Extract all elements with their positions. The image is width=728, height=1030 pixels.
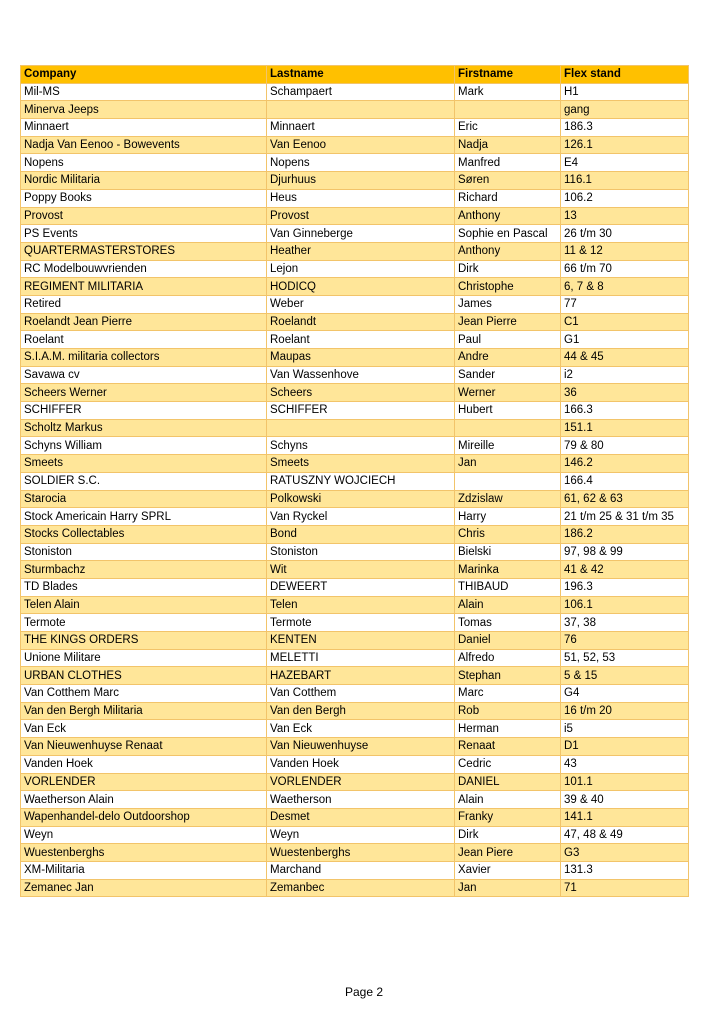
cell-firstname: Werner	[455, 384, 561, 402]
cell-company: SCHIFFER	[21, 402, 267, 420]
cell-company: REGIMENT MILITARIA	[21, 278, 267, 296]
cell-lastname: Lejon	[267, 260, 455, 278]
cell-flex-stand: 146.2	[561, 455, 689, 473]
table-row	[21, 791, 689, 809]
cell-firstname: Jean Piere	[455, 844, 561, 862]
table-row	[21, 295, 689, 313]
cell-lastname: Van Nieuwenhuyse	[267, 738, 455, 756]
table-row	[21, 437, 689, 455]
table-row	[21, 136, 689, 154]
cell-flex-stand: i5	[561, 720, 689, 738]
cell-company: QUARTERMASTERSTORES	[21, 242, 267, 260]
cell-flex-stand: 26 t/m 30	[561, 225, 689, 243]
cell-flex-stand: D1	[561, 738, 689, 756]
cell-company: RC Modelbouwvrienden	[21, 260, 267, 278]
cell-firstname: Daniel	[455, 632, 561, 650]
cell-firstname: Nadja	[455, 136, 561, 154]
cell-firstname: Bielski	[455, 543, 561, 561]
cell-company: SOLDIER S.C.	[21, 472, 267, 490]
cell-company: Stocks Collectables	[21, 525, 267, 543]
cell-company: S.I.A.M. militaria collectors	[21, 349, 267, 367]
cell-flex-stand: H1	[561, 83, 689, 101]
cell-lastname: HAZEBART	[267, 667, 455, 685]
cell-flex-stand: 101.1	[561, 773, 689, 791]
cell-flex-stand: 61, 62 & 63	[561, 490, 689, 508]
cell-company: Savawa cv	[21, 366, 267, 384]
cell-firstname: Dirk	[455, 260, 561, 278]
cell-flex-stand: 131.3	[561, 861, 689, 879]
cell-lastname	[267, 101, 455, 119]
table-row	[21, 384, 689, 402]
cell-firstname: Zdzislaw	[455, 490, 561, 508]
cell-company: Waetherson Alain	[21, 791, 267, 809]
cell-lastname: Marchand	[267, 861, 455, 879]
table-row	[21, 260, 689, 278]
cell-firstname: Herman	[455, 720, 561, 738]
table-row	[21, 667, 689, 685]
cell-lastname: Schyns	[267, 437, 455, 455]
cell-firstname: DANIEL	[455, 773, 561, 791]
cell-company: Van den Bergh Militaria	[21, 702, 267, 720]
cell-company: URBAN CLOTHES	[21, 667, 267, 685]
cell-lastname: Schampaert	[267, 83, 455, 101]
cell-company: TD Blades	[21, 578, 267, 596]
cell-lastname: Zemanbec	[267, 879, 455, 897]
cell-lastname: RATUSZNY WOJCIECH	[267, 472, 455, 490]
table-header	[21, 66, 689, 84]
cell-firstname	[455, 419, 561, 437]
cell-company: Wuestenberghs	[21, 844, 267, 862]
table-row	[21, 755, 689, 773]
table-row	[21, 490, 689, 508]
cell-firstname: Franky	[455, 808, 561, 826]
cell-lastname: Vanden Hoek	[267, 755, 455, 773]
table-row	[21, 331, 689, 349]
cell-lastname: Heus	[267, 189, 455, 207]
table-row	[21, 844, 689, 862]
cell-flex-stand: 66 t/m 70	[561, 260, 689, 278]
cell-company: Unione Militare	[21, 649, 267, 667]
cell-lastname: Waetherson	[267, 791, 455, 809]
cell-flex-stand: 21 t/m 25 & 31 t/m 35	[561, 508, 689, 526]
cell-firstname: Tomas	[455, 614, 561, 632]
cell-flex-stand: 186.2	[561, 525, 689, 543]
cell-company: THE KINGS ORDERS	[21, 632, 267, 650]
cell-firstname: Rob	[455, 702, 561, 720]
exhibitor-sheet	[20, 65, 688, 897]
cell-flex-stand: 79 & 80	[561, 437, 689, 455]
cell-flex-stand: 186.3	[561, 119, 689, 137]
table-row	[21, 508, 689, 526]
cell-firstname: Jan	[455, 455, 561, 473]
table-row	[21, 455, 689, 473]
cell-firstname: Renaat	[455, 738, 561, 756]
cell-firstname: Mark	[455, 83, 561, 101]
cell-flex-stand: G3	[561, 844, 689, 862]
cell-firstname: THIBAUD	[455, 578, 561, 596]
cell-lastname: Roelandt	[267, 313, 455, 331]
cell-firstname: Sander	[455, 366, 561, 384]
table-row	[21, 278, 689, 296]
cell-lastname: Djurhuus	[267, 172, 455, 190]
table-row	[21, 808, 689, 826]
cell-firstname: Harry	[455, 508, 561, 526]
table-row	[21, 472, 689, 490]
cell-firstname: Marinka	[455, 561, 561, 579]
cell-flex-stand: 71	[561, 879, 689, 897]
cell-flex-stand: 77	[561, 295, 689, 313]
cell-firstname: Alain	[455, 791, 561, 809]
cell-flex-stand: 6, 7 & 8	[561, 278, 689, 296]
cell-company: Weyn	[21, 826, 267, 844]
cell-company: Starocia	[21, 490, 267, 508]
cell-flex-stand: 11 & 12	[561, 242, 689, 260]
cell-lastname: Van den Bergh	[267, 702, 455, 720]
cell-lastname: Stoniston	[267, 543, 455, 561]
table-row	[21, 649, 689, 667]
header-firstname: Firstname	[455, 66, 561, 84]
exhibitor-table	[20, 65, 689, 897]
cell-firstname: Mireille	[455, 437, 561, 455]
cell-company: Termote	[21, 614, 267, 632]
cell-lastname: Van Eck	[267, 720, 455, 738]
table-row	[21, 313, 689, 331]
cell-lastname: KENTEN	[267, 632, 455, 650]
cell-firstname: Søren	[455, 172, 561, 190]
table-row	[21, 632, 689, 650]
cell-firstname: Anthony	[455, 242, 561, 260]
cell-firstname: Christophe	[455, 278, 561, 296]
cell-lastname: Bond	[267, 525, 455, 543]
cell-firstname: Dirk	[455, 826, 561, 844]
table-row	[21, 154, 689, 172]
cell-firstname: Marc	[455, 685, 561, 703]
cell-flex-stand: 37, 38	[561, 614, 689, 632]
cell-company: Wapenhandel-delo Outdoorshop	[21, 808, 267, 826]
table-row	[21, 826, 689, 844]
cell-lastname: Termote	[267, 614, 455, 632]
cell-flex-stand: C1	[561, 313, 689, 331]
cell-lastname: Weber	[267, 295, 455, 313]
cell-company: Van Eck	[21, 720, 267, 738]
cell-firstname: Xavier	[455, 861, 561, 879]
cell-firstname: Hubert	[455, 402, 561, 420]
cell-lastname: Van Wassenhove	[267, 366, 455, 384]
cell-lastname: Nopens	[267, 154, 455, 172]
cell-firstname: Anthony	[455, 207, 561, 225]
cell-lastname: HODICQ	[267, 278, 455, 296]
cell-firstname	[455, 472, 561, 490]
header-row	[21, 66, 689, 84]
cell-firstname	[455, 101, 561, 119]
cell-company: Van Nieuwenhuyse Renaat	[21, 738, 267, 756]
table-row	[21, 773, 689, 791]
cell-company: Telen Alain	[21, 596, 267, 614]
table-row	[21, 596, 689, 614]
cell-lastname: DEWEERT	[267, 578, 455, 596]
cell-flex-stand: E4	[561, 154, 689, 172]
table-row	[21, 172, 689, 190]
table-row	[21, 207, 689, 225]
cell-firstname: Chris	[455, 525, 561, 543]
cell-company: Scheers Werner	[21, 384, 267, 402]
cell-firstname: Jan	[455, 879, 561, 897]
table-row	[21, 419, 689, 437]
header-lastname: Lastname	[267, 66, 455, 84]
table-row	[21, 543, 689, 561]
header-flex-stand: Flex stand	[561, 66, 689, 84]
cell-firstname: Jean Pierre	[455, 313, 561, 331]
cell-flex-stand: 166.4	[561, 472, 689, 490]
cell-flex-stand: 39 & 40	[561, 791, 689, 809]
table-row	[21, 349, 689, 367]
cell-company: XM-Militaria	[21, 861, 267, 879]
cell-firstname: Andre	[455, 349, 561, 367]
cell-flex-stand: G4	[561, 685, 689, 703]
table-row	[21, 578, 689, 596]
cell-lastname	[267, 419, 455, 437]
table-row	[21, 225, 689, 243]
cell-firstname: James	[455, 295, 561, 313]
table-row	[21, 101, 689, 119]
cell-company: Zemanec Jan	[21, 879, 267, 897]
cell-firstname: Manfred	[455, 154, 561, 172]
cell-company: Mil-MS	[21, 83, 267, 101]
cell-flex-stand: 43	[561, 755, 689, 773]
table-row	[21, 561, 689, 579]
cell-flex-stand: 196.3	[561, 578, 689, 596]
cell-lastname: Van Cotthem	[267, 685, 455, 703]
cell-lastname: Minnaert	[267, 119, 455, 137]
cell-flex-stand: G1	[561, 331, 689, 349]
cell-lastname: Desmet	[267, 808, 455, 826]
cell-flex-stand: 76	[561, 632, 689, 650]
cell-lastname: Van Ginneberge	[267, 225, 455, 243]
cell-lastname: Roelant	[267, 331, 455, 349]
cell-company: Nadja Van Eenoo - Bowevents	[21, 136, 267, 154]
cell-firstname: Alain	[455, 596, 561, 614]
cell-lastname: Van Ryckel	[267, 508, 455, 526]
cell-flex-stand: 126.1	[561, 136, 689, 154]
cell-lastname: Scheers	[267, 384, 455, 402]
table-row	[21, 366, 689, 384]
cell-firstname: Cedric	[455, 755, 561, 773]
table-row	[21, 119, 689, 137]
table-row	[21, 242, 689, 260]
cell-lastname: MELETTI	[267, 649, 455, 667]
cell-company: Poppy Books	[21, 189, 267, 207]
cell-firstname: Eric	[455, 119, 561, 137]
cell-lastname: Wuestenberghs	[267, 844, 455, 862]
cell-company: Roelant	[21, 331, 267, 349]
cell-flex-stand: 141.1	[561, 808, 689, 826]
header-company: Company	[21, 66, 267, 84]
cell-company: Van Cotthem Marc	[21, 685, 267, 703]
cell-flex-stand: 97, 98 & 99	[561, 543, 689, 561]
table-row	[21, 720, 689, 738]
table-row	[21, 614, 689, 632]
cell-flex-stand: 47, 48 & 49	[561, 826, 689, 844]
table-row	[21, 525, 689, 543]
cell-company: Schyns William	[21, 437, 267, 455]
page-number: Page 2	[344, 985, 384, 999]
cell-company: Vanden Hoek	[21, 755, 267, 773]
cell-company: Sturmbachz	[21, 561, 267, 579]
cell-flex-stand: 44 & 45	[561, 349, 689, 367]
cell-lastname: Provost	[267, 207, 455, 225]
table-row	[21, 402, 689, 420]
table-row	[21, 685, 689, 703]
table-row	[21, 189, 689, 207]
table-row	[21, 879, 689, 897]
cell-flex-stand: 166.3	[561, 402, 689, 420]
cell-lastname: Wit	[267, 561, 455, 579]
table-row	[21, 702, 689, 720]
cell-company: Minnaert	[21, 119, 267, 137]
table-row	[21, 861, 689, 879]
cell-flex-stand: i2	[561, 366, 689, 384]
table-row	[21, 83, 689, 101]
cell-lastname: Smeets	[267, 455, 455, 473]
cell-company: Smeets	[21, 455, 267, 473]
cell-lastname: Van Eenoo	[267, 136, 455, 154]
cell-company: VORLENDER	[21, 773, 267, 791]
cell-company: Roelandt Jean Pierre	[21, 313, 267, 331]
cell-flex-stand: gang	[561, 101, 689, 119]
cell-lastname: VORLENDER	[267, 773, 455, 791]
cell-firstname: Alfredo	[455, 649, 561, 667]
cell-firstname: Sophie en Pascal	[455, 225, 561, 243]
cell-flex-stand: 36	[561, 384, 689, 402]
cell-lastname: Maupas	[267, 349, 455, 367]
cell-company: Retired	[21, 295, 267, 313]
cell-company: Nopens	[21, 154, 267, 172]
cell-company: Stock Americain Harry SPRL	[21, 508, 267, 526]
cell-firstname: Richard	[455, 189, 561, 207]
cell-flex-stand: 151.1	[561, 419, 689, 437]
cell-company: Minerva Jeeps	[21, 101, 267, 119]
cell-flex-stand: 106.2	[561, 189, 689, 207]
cell-flex-stand: 106.1	[561, 596, 689, 614]
cell-lastname: SCHIFFER	[267, 402, 455, 420]
cell-firstname: Stephan	[455, 667, 561, 685]
cell-flex-stand: 116.1	[561, 172, 689, 190]
cell-flex-stand: 16 t/m 20	[561, 702, 689, 720]
cell-flex-stand: 41 & 42	[561, 561, 689, 579]
cell-company: PS Events	[21, 225, 267, 243]
cell-lastname: Telen	[267, 596, 455, 614]
cell-firstname: Paul	[455, 331, 561, 349]
cell-company: Stoniston	[21, 543, 267, 561]
table-body	[21, 83, 689, 897]
cell-lastname: Weyn	[267, 826, 455, 844]
cell-flex-stand: 13	[561, 207, 689, 225]
cell-company: Provost	[21, 207, 267, 225]
table-row	[21, 738, 689, 756]
cell-lastname: Polkowski	[267, 490, 455, 508]
cell-flex-stand: 5 & 15	[561, 667, 689, 685]
cell-lastname: Heather	[267, 242, 455, 260]
cell-company: Scholtz Markus	[21, 419, 267, 437]
cell-flex-stand: 51, 52, 53	[561, 649, 689, 667]
cell-company: Nordic Militaria	[21, 172, 267, 190]
